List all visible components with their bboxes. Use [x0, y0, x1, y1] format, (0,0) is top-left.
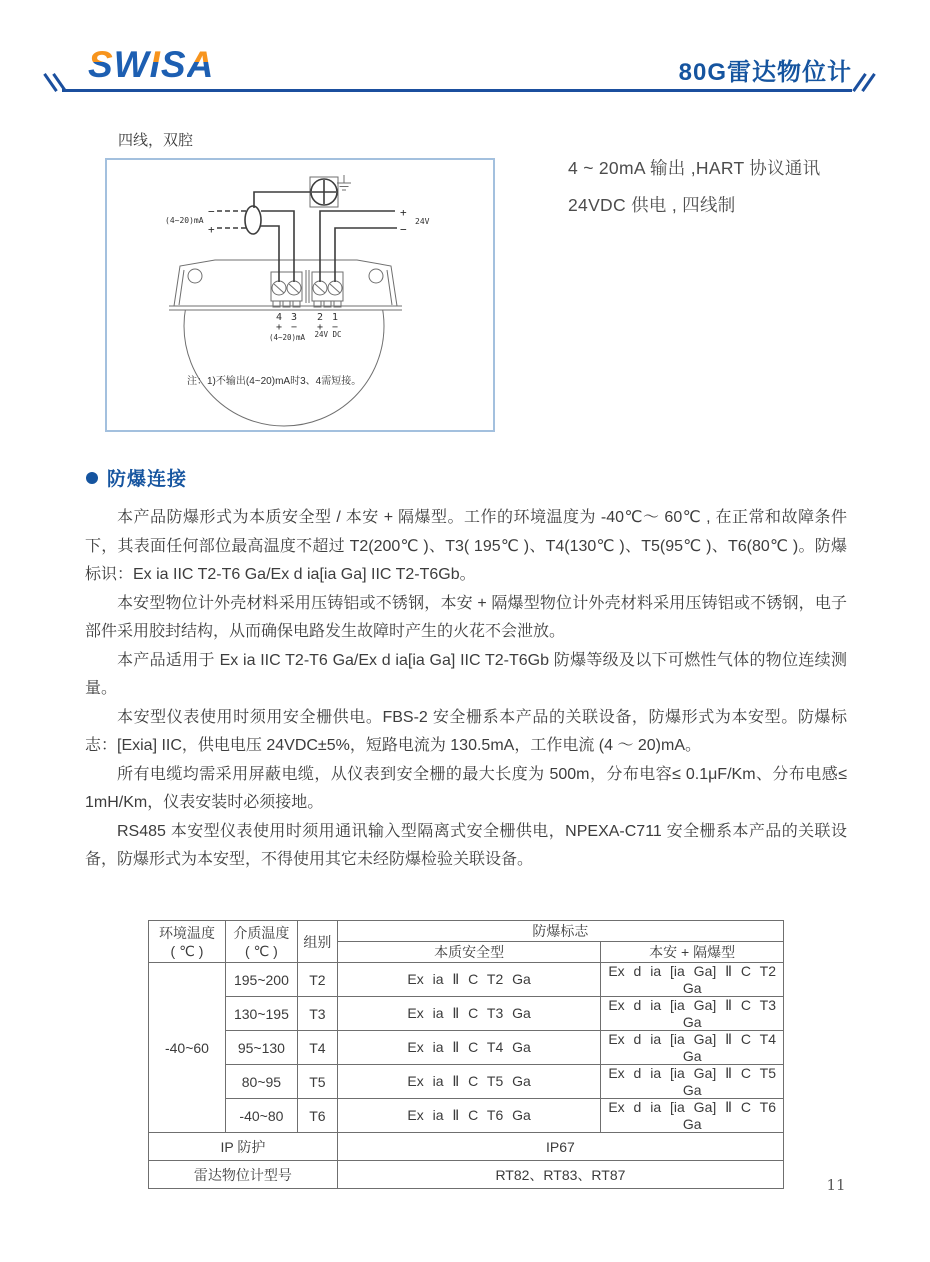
- group-cell: T3: [297, 997, 337, 1031]
- loop-label: (4~20)mA: [165, 216, 204, 225]
- bullet-icon: [86, 472, 98, 484]
- terminal-2-polarity: +: [316, 322, 324, 333]
- medium-temp-cell: 195~200: [225, 963, 297, 997]
- table-row: [149, 1031, 784, 1065]
- section-heading: [86, 464, 187, 491]
- connection-summary-line2: 24VDC 供电 , 四线制: [568, 195, 736, 215]
- logo-letter: W: [113, 44, 150, 85]
- section-title: 防爆连接: [107, 469, 188, 490]
- loop-minus-sign: −: [208, 205, 215, 218]
- flameproof-mark-cell: Ex d ia [ia Ga] Ⅱ C T3 Ga: [601, 997, 784, 1031]
- col-header-group: 组别: [297, 921, 337, 963]
- logo-letter: I: [150, 42, 161, 88]
- logo-letter: A: [187, 42, 215, 88]
- ip-value-cell: IP67: [337, 1133, 783, 1161]
- flameproof-mark-cell: Ex d ia [ia Ga] Ⅱ C T4 Ga: [601, 1031, 784, 1065]
- terminal-2-label: 2: [316, 312, 324, 323]
- medium-temp-cell: 80~95: [225, 1065, 297, 1099]
- terminal-4-polarity: +: [275, 322, 283, 333]
- group-cell: T6: [297, 1099, 337, 1133]
- ip-label-cell: IP 防护: [149, 1133, 338, 1161]
- flameproof-mark-cell: Ex d ia [ia Ga] Ⅱ C T2 Ga: [601, 963, 784, 997]
- intrinsic-mark-cell: Ex ia Ⅱ C T4 Ga: [337, 1031, 600, 1065]
- logo-letter: S: [88, 42, 114, 88]
- group-cell: T2: [297, 963, 337, 997]
- swisa-logo: [88, 42, 214, 88]
- loop-plus-sign: +: [208, 223, 215, 236]
- group-cell: T4: [297, 1031, 337, 1065]
- col-header-ambient-temp: [149, 921, 226, 963]
- diagram-caption: 四线，双腔: [118, 132, 194, 149]
- col-header-line: ( ℃ ): [170, 943, 204, 959]
- table-row: [149, 997, 784, 1031]
- table-row: [149, 1099, 784, 1133]
- earth-symbol-icon: [337, 175, 351, 190]
- medium-temp-cell: -40~80: [225, 1099, 297, 1133]
- group-cell: T5: [297, 1065, 337, 1099]
- terminal-1-label: 1: [331, 312, 339, 323]
- supply-minus-sign: −: [400, 223, 407, 236]
- col-header-line: ( ℃ ): [245, 943, 278, 959]
- header-divider-line: [62, 89, 852, 92]
- paragraph: RS485 本安型仪表使用时须用通讯输入型隔离式安全栅供电，NPEXA-C711 安全栅系本产品的关联设备，防爆形式为本安型，不得使用其它未经防爆检验关联设备。: [85, 822, 847, 868]
- logo-letter: S: [160, 44, 187, 85]
- document-title: 80G雷达物位计: [678, 59, 852, 86]
- intrinsic-mark-cell: Ex ia Ⅱ C T5 Ga: [337, 1065, 600, 1099]
- supply-plus-sign: +: [400, 206, 407, 219]
- paragraph: 本产品防爆形式为本质安全型 / 本安 + 隔爆型。工作的环境温度为 -40℃～ 60℃ , 在正常和故障条件下，其表面任何部位最高温度不超过 T2(200℃ )、T3( 195℃ )、T4(130℃ )、T5(95℃ )、T6(80℃ )。防爆标识：Ex ia IIC T2-T6 Ga/Ex d ia[ia Ga] IIC T2-T6Gb。: [85, 509, 847, 583]
- col-header-flameproof: 本安 + 隔爆型: [601, 942, 784, 963]
- loop-bottom-label: (4~20)mA: [268, 333, 306, 342]
- supply-bottom-label: 24V DC: [314, 330, 342, 339]
- terminal-3-polarity: −: [290, 322, 298, 333]
- terminal-4-label: 4: [275, 312, 283, 323]
- table-row: [149, 963, 784, 997]
- table-row: [149, 1065, 784, 1099]
- intrinsic-mark-cell: Ex ia Ⅱ C T2 Ga: [337, 963, 600, 997]
- ambient-range-cell: -40~60: [149, 963, 226, 1133]
- col-header-line: 环境温度: [158, 925, 215, 941]
- model-label-cell: 雷达物位计型号: [149, 1161, 338, 1189]
- connection-summary: [568, 150, 820, 224]
- diagram-note: 注：1)不输出(4~20)mA时3、4需短接。: [187, 376, 362, 387]
- col-header-mark: 防爆标志: [337, 921, 783, 942]
- wiring-diagram: [105, 158, 495, 432]
- intrinsic-mark-cell: Ex ia Ⅱ C T6 Ga: [337, 1099, 600, 1133]
- page-number: 11: [826, 1176, 846, 1194]
- section-body: [85, 504, 847, 875]
- flameproof-mark-cell: Ex d ia [ia Ga] Ⅱ C T6 Ga: [601, 1099, 784, 1133]
- terminal-1-polarity: −: [331, 322, 339, 333]
- paragraph: 本安型物位计外壳材料采用压铸铝或不锈钢，本安 + 隔爆型物位计外壳材料采用压铸铝或不锈钢，电子部件采用胶封结构，从而确保电路发生故障时产生的火花不会泄放。: [85, 594, 847, 640]
- terminal-3-label: 3: [290, 312, 298, 323]
- connection-summary-line1: 4 ~ 20mA 输出 ,HART 协议通讯: [568, 158, 821, 178]
- medium-temp-cell: 130~195: [225, 997, 297, 1031]
- supply-label: 24V: [415, 217, 430, 226]
- paragraph: 本产品适用于 Ex ia IIC T2-T6 Ga/Ex d ia[ia Ga] IIC T2-T6Gb 防爆等级及以下可燃性气体的物位连续测量。: [85, 651, 847, 697]
- paragraph: 所有电缆均需采用屏蔽电缆，从仪表到安全栅的最大长度为 500m，分布电容≤ 0.1μF/Km、分布电感≤ 1mH/Km，仪表安装时必须接地。: [85, 765, 847, 811]
- intrinsic-mark-cell: Ex ia Ⅱ C T3 Ga: [337, 997, 600, 1031]
- paragraph: 本安型仪表使用时须用安全栅供电。FBS-2 安全栅系本产品的关联设备，防爆形式为本安型。防爆标志：[Exia] IIC，供电电压 24VDC±5%，短路电流为 130.5mA，工作电流 (4 ～ 20)mA。: [85, 708, 847, 754]
- col-header-medium-temp: [225, 921, 297, 963]
- explosion-proof-spec-table: [148, 920, 784, 1189]
- model-value-cell: RT82、RT83、RT87: [337, 1161, 783, 1189]
- col-header-intrinsic: 本质安全型: [337, 942, 600, 963]
- model-row: [149, 1161, 784, 1189]
- medium-temp-cell: 95~130: [225, 1031, 297, 1065]
- wiring-diagram-svg: [107, 160, 493, 430]
- ip-protection-row: [149, 1133, 784, 1161]
- col-header-line: 介质温度: [233, 925, 290, 941]
- flameproof-mark-cell: Ex d ia [ia Ga] Ⅱ C T5 Ga: [601, 1065, 784, 1099]
